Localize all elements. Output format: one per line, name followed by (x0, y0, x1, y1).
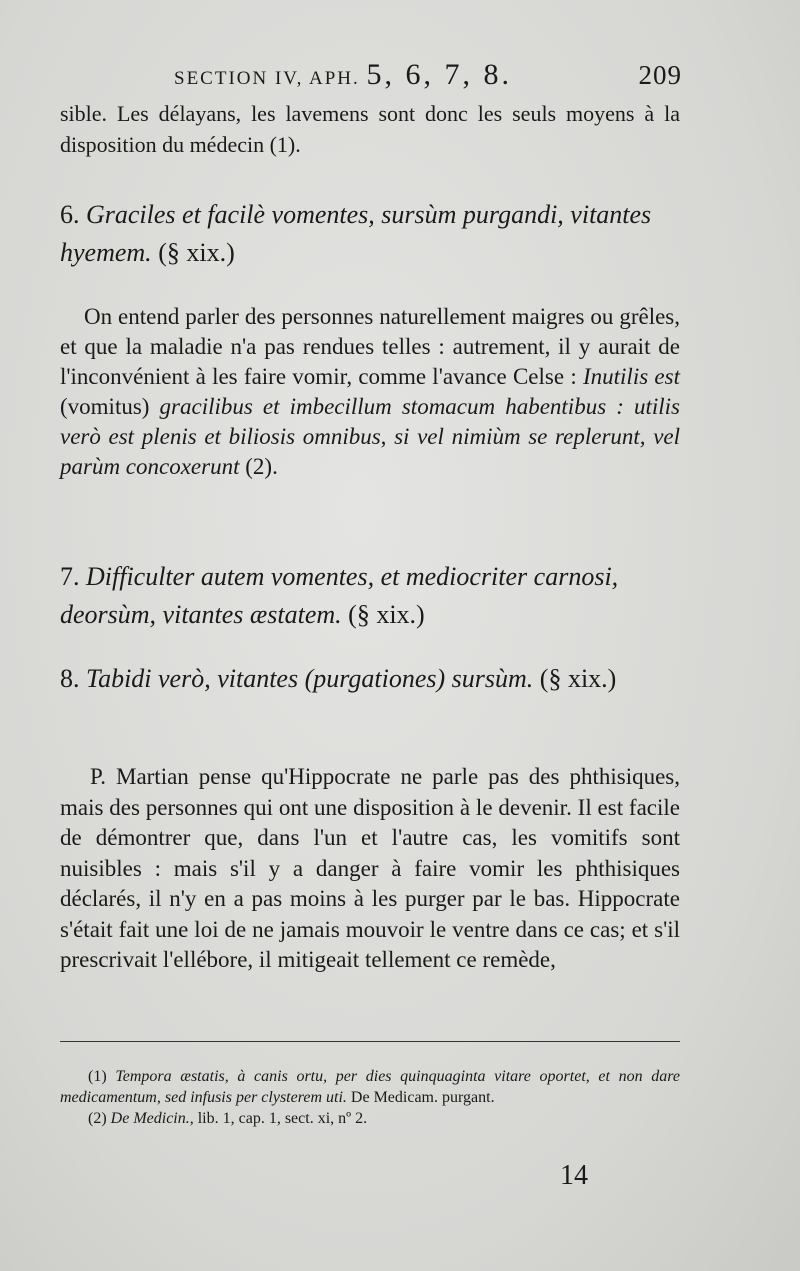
footnote-latin: Tempora æstatis, à canis ortu, per dies quinquaginta vitare oportet, et non dare medicamentum, sed infusis per clysterem uti. (60, 1068, 680, 1106)
commentary-paragraph-2: P. Martian pense qu'Hippocrate ne parle pas des phthisiques, mais des personnes qui ont une disposition à le devenir. Il est facile de démontrer que, dans l'un et l'autre cas, les vomitifs sont nuisibles : mais s'il y a danger à faire vomir les phthisiques déclarés, il n'y en a pas moins à les purger par le bas. Hippocrate s'était fait une loi de ne jamais mouvoir le ventre dans ce cas; et s'il prescrivait l'ellébore, il mitigeait tellement ce remède, (60, 764, 680, 972)
aphorism-number: 7. (60, 562, 80, 591)
footnote-1 (60, 1066, 680, 1108)
commentary-text: (vomitus) (60, 394, 160, 419)
aphorism-latin: Graciles et facilè vomentes, sursùm purgandi, vitantes hyemem. (60, 200, 652, 267)
footnote-source: De Medicam. purgant. (346, 1089, 495, 1106)
aphorism-8 (60, 660, 680, 698)
footnote-marker: (1) (88, 1068, 116, 1085)
page-number: 209 (638, 60, 682, 90)
aphorism-number: 8. (60, 664, 80, 693)
page-header (174, 58, 682, 92)
running-head (174, 58, 512, 92)
footnote-marker: (2) (88, 1110, 111, 1127)
aphorism-reference: (§ xix.) (348, 600, 425, 629)
latin-quote: si vel nimiùm se replerunt, vel parùm concoxerunt (60, 424, 681, 479)
footnotes (60, 1066, 680, 1129)
aphorism-latin: Difficulter autem vomentes, et mediocriter carnosi, deorsùm, vitantes æstatem. (60, 562, 619, 629)
paragraph-continuation: sible. Les délayans, les lavemens sont donc les seuls moyens à la disposition du médecin (1). (60, 101, 680, 157)
aphorism-7 (60, 558, 680, 634)
aphorism-reference: (§ xix.) (158, 238, 235, 267)
commentary-paragraph-1 (60, 302, 680, 482)
aphorism-latin: Tabidi verò, vitantes (purgationes) sursùm. (86, 664, 534, 693)
aphorism-numbers: 5, 6, 7, 8. (366, 58, 513, 91)
footnote-source: , lib. 1, cap. 1, sect. xi, nº 2. (189, 1110, 368, 1127)
signature-mark: 14 (560, 1160, 588, 1191)
footnote-title: De Medicin. (110, 1110, 190, 1127)
commentary-text: (2). (239, 454, 278, 479)
latin-quote: gracilibus et imbecillum stomacum habentibus : utilis verò est plenis et biliosis omnibus (60, 394, 680, 449)
latin-quote: Inutilis est (582, 364, 680, 389)
aphorism-6 (60, 196, 680, 272)
running-head-text: SECTION IV, APH. (174, 68, 360, 89)
commentary-text: On entend parler des personnes naturellement maigres ou grêles, et que la maladie n'a pas rendues telles : autrement, il y aurait de l'inconvénient à les faire vomir, comme l'avance Celse : (60, 304, 680, 389)
footnote-rule (60, 1041, 680, 1042)
aphorism-reference: (§ xix.) (539, 664, 617, 693)
footnote-2 (60, 1108, 680, 1129)
aphorism-number: 6. (60, 200, 80, 229)
commentary-text: , (380, 424, 395, 449)
